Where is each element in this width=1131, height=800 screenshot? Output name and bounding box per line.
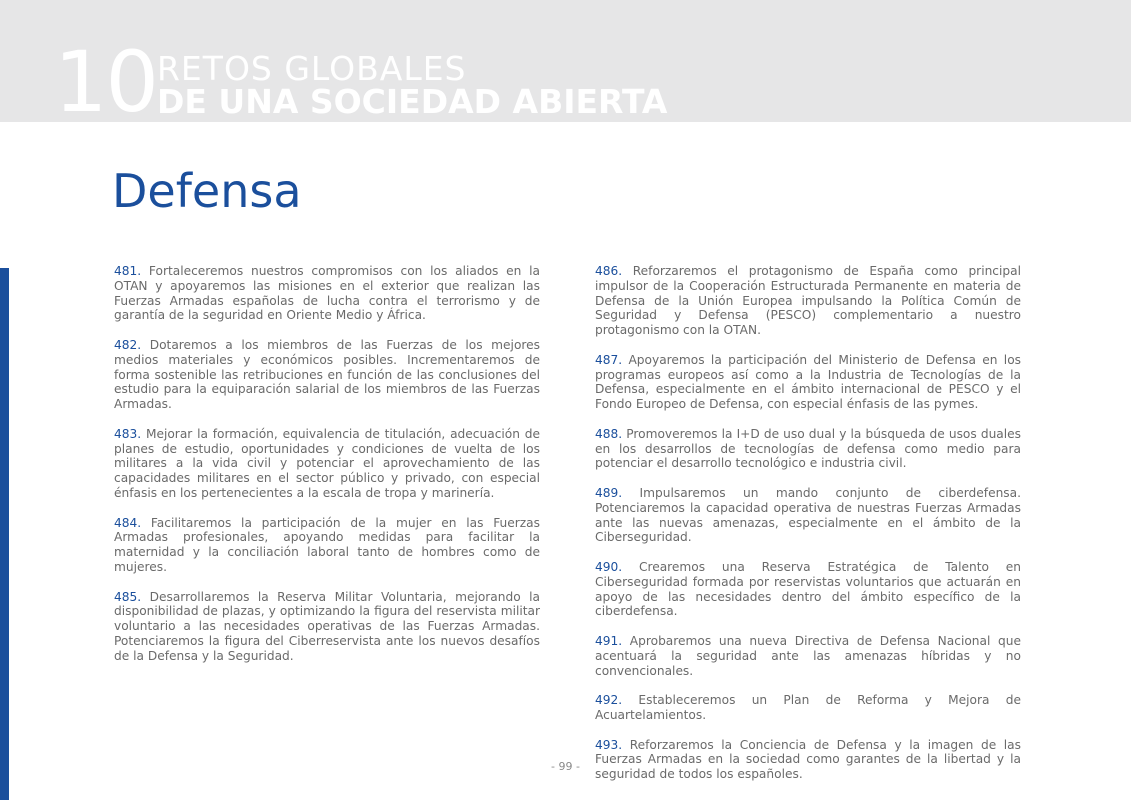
proposal-item <box>595 353 1021 412</box>
proposal-text: Crearemos una Reserva Estratégica de Talento en Ciberseguridad formada por reservistas voluntarios que actuarán en apoyo de las necesidades dentro del ámbito específico de la ciberdefensa. <box>595 559 1021 619</box>
proposal-item <box>114 427 540 501</box>
proposal-item <box>595 634 1021 678</box>
proposal-item <box>114 516 540 575</box>
proposal-number: 485. <box>114 589 142 604</box>
proposal-number: 484. <box>114 515 142 530</box>
right-column <box>595 264 1021 797</box>
page-number: - 99 - <box>551 760 580 773</box>
proposal-item <box>595 427 1021 471</box>
proposal-number: 491. <box>595 633 623 648</box>
proposal-text: Reforzaremos el protagonismo de España como principal impulsor de la Cooperación Estructurada Permanente en materia de Defensa de la Unión Europea impulsando la Política Común de Seguridad y Defensa (PESCO) complementario a nuestro protagonismo con la OTAN. <box>595 264 1021 338</box>
proposal-number: 482. <box>114 337 142 352</box>
chapter-title-line2: DE UNA SOCIEDAD ABIERTA <box>157 82 668 121</box>
proposal-number: 487. <box>595 352 623 367</box>
left-column <box>114 264 540 678</box>
proposal-item <box>595 693 1021 723</box>
proposal-number: 492. <box>595 693 623 708</box>
chapter-number: 10 <box>54 33 157 131</box>
proposal-number: 481. <box>114 264 142 278</box>
proposal-item <box>114 338 540 412</box>
left-accent-bar <box>0 268 9 800</box>
proposal-text: Promoveremos la I+D de uso dual y la búsqueda de usos duales en los desarrollos de tecnologías de defensa como medio para potenciar el desarrollo tecnológico e industria civil. <box>595 426 1021 471</box>
proposal-number: 490. <box>595 559 623 574</box>
section-title: Defensa <box>112 164 302 218</box>
proposal-text: Estableceremos un Plan de Reforma y Mejora de Acuartelamientos. <box>595 693 1021 722</box>
proposal-number: 483. <box>114 426 142 441</box>
proposal-item <box>114 264 540 323</box>
proposal-text: Desarrollaremos la Reserva Militar Voluntaria, mejorando la disponibilidad de plazas, y optimizando la figura del reservista militar voluntario a las necesidades operativas de las Fuerzas Armadas. Potenciaremos la figura del Ciberreservista ante los nuevos desafíos de la Defensa y la Seguridad. <box>114 589 540 663</box>
proposal-text: Impulsaremos un mando conjunto de ciberdefensa. Potenciaremos la capacidad operativa de nuestras Fuerzas Armadas ante las nuevas amenazas, especialmente en el ámbito de la Ciberseguridad. <box>595 485 1021 545</box>
proposal-text: Mejorar la formación, equivalencia de titulación, adecuación de planes de estudio, oportunidades y condiciones de vuelta de los militares a la vida civil y potenciar el aprovechamiento de las capacidades militares en el sector público y privado, con especial énfasis en los pertenecientes a la escala de tropa y marinería. <box>114 426 540 500</box>
proposal-text: Facilitaremos la participación de la mujer en las Fuerzas Armadas profesionales, apoyando medidas para facilitar la maternidad y la conciliación laboral tanto de hombres como de mujeres. <box>114 515 540 574</box>
header-band <box>0 0 1131 131</box>
proposal-number: 486. <box>595 264 623 278</box>
proposal-item <box>595 486 1021 545</box>
proposal-text: Reforzaremos la Conciencia de Defensa y la imagen de las Fuerzas Armadas en la sociedad como garantes de la libertad y la seguridad de todos los españoles. <box>595 737 1021 782</box>
proposal-text: Fortaleceremos nuestros compromisos con los aliados en la OTAN y apoyaremos las misiones en el exterior que realizan las Fuerzas Armadas españolas de lucha contra el terrorismo y de garantía de la seguridad en Oriente Medio y África. <box>114 264 540 323</box>
proposal-text: Aprobaremos una nueva Directiva de Defensa Nacional que acentuará la seguridad ante las amenazas híbridas y no convencionales. <box>595 633 1021 678</box>
proposal-number: 488. <box>595 426 623 441</box>
proposal-number: 493. <box>595 737 623 752</box>
proposal-item <box>595 264 1021 338</box>
proposal-text: Apoyaremos la participación del Ministerio de Defensa en los programas europeos así como a la Industria de Tecnologías de la Defensa, especialmente en el ámbito internacional de PESCO y el Fondo Europeo de Defensa, con especial énfasis de las pymes. <box>595 352 1021 412</box>
chapter-title-line1: RETOS GLOBALES <box>157 49 467 88</box>
proposal-item <box>114 590 540 664</box>
proposal-item <box>595 560 1021 619</box>
proposal-text: Dotaremos a los miembros de las Fuerzas de los mejores medios materiales y económicos posibles. Incrementaremos de forma sostenible las retribuciones en función de las conclusiones del estudio para la equiparación salarial de los miembros de las Fuerzas Armadas. <box>114 337 540 412</box>
proposal-number: 489. <box>595 485 623 500</box>
